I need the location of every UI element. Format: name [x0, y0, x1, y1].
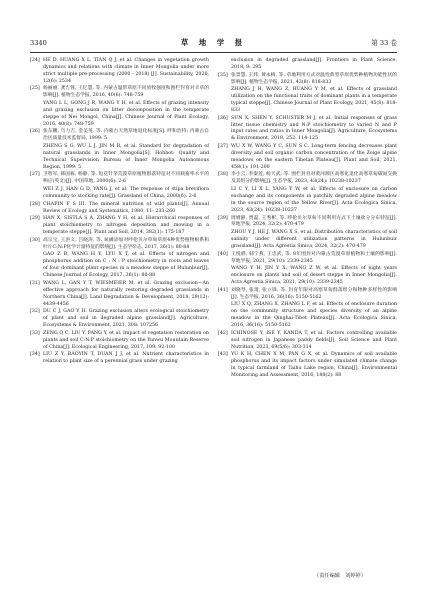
reference-text: 卫智军, 韩国栋, 杨静, 等. 短花针茅荒漠草原植物群落特征对不同载畜率水平的响应(英文)[J]. 中国草地, 2000(6): 2-6	[43, 172, 209, 185]
reference-number: [30]	[30, 237, 40, 243]
reference-number: [39]	[218, 215, 228, 221]
volume-label: 第 33 卷	[371, 39, 397, 47]
reference-entry	[30, 216, 209, 237]
reference-entry	[30, 101, 209, 129]
reference-entry	[30, 172, 209, 186]
reference-entry	[218, 352, 397, 380]
reference-number: [33]	[30, 330, 40, 336]
running-header	[30, 36, 397, 50]
reference-entry	[30, 144, 209, 172]
journal-title: 草 地 学 报	[180, 38, 247, 47]
reference-number: [35]	[218, 72, 228, 78]
reference-entry	[218, 216, 397, 230]
reference-text: DU C J, GAO Y H. Grazing exclusion alters ecological stoichiometry of plant and soil in degraded alpine grassland[J]. Agriculture, Ecosystems & Environment, 2021, 308: 107256	[43, 309, 209, 329]
reference-entry	[30, 281, 209, 309]
reference-text: ZHENG S G, WU L J, JIN M R, et al. Standard for degradation of natural grasslands in Inner Mongolia[S]. Hohhot: Quality and Technical Supervision Bureau of Inner Mongolia Autonomous Region, 1999: 5	[43, 144, 209, 170]
reference-number: [32]	[30, 309, 40, 315]
reference-text: ZHANG J H, WANG Z, HUANG Y M, et al. Effects of grassland utilization on the functional traits of dominant plants in a temperate typical steppe[J]. Chinese Journal of Plant Ecology, 2021, 45(8): 818-833	[231, 87, 397, 113]
reference-entry	[218, 144, 397, 172]
reference-text: SUN X, SHEN Y, SCHUSTER M J, et al. Initial responses of grass litter tissue chemistry and N:P stoichiometry to varied N and P input rates and ratios in Inner Mongolia[J]. Agriculture, Ecosystems & Environment, 2018, 252: 114-125	[231, 115, 397, 142]
reference-entry	[30, 352, 209, 366]
reference-text: ICHINOSE Y, ISE Y, KANDA T, et al. Factors controlling available soil nitrogen in Japanese paddy fields[J]. Soil Science and Plant Nutrition, 2023, 69(5/6): 303-314	[231, 330, 397, 350]
reference-number: [37]	[218, 144, 228, 150]
reference-entry	[30, 202, 209, 216]
reference-entry	[218, 172, 397, 186]
reference-entry	[218, 302, 397, 330]
reference-number: [43]	[218, 352, 228, 358]
reference-entry	[30, 331, 209, 352]
reference-text: GAO Z B, WANG H Y, LYU X T, et al. Effects of nitrogen and phosphorus addition on C : N : P stoichiometry in roots and leaves of four dominant plant species in a meadow steppe of Hulunbuir[J]. Chinese Journal of Ecology, 2017, 36(1): 80-88	[43, 252, 209, 279]
reference-entry	[30, 238, 209, 252]
editor-note: （责任编辑 刘婷婷）	[314, 573, 366, 579]
reference-entry	[218, 73, 397, 87]
reference-text: 刘晓琴, 张琦, 张立锋, 等. 封育年限对高寒草甸群落组分和物种多样性的影响[J]. 生态学报, 2016, 36(16): 5150-5162	[231, 287, 397, 300]
header-rule	[30, 52, 397, 53]
reference-text: YANG L L, GONG J R, WANG Y H, et al. Effects of grazing intensity and grazing exclusion on litter decomposition in the temperate steppe of Nei Mongol, China[J]. Chinese Journal of Plant Ecology, 2016, 40(8): 748-759	[43, 101, 209, 127]
reference-text: 张景慧, 王炜, 黄永梅, 等. 草地利用方式对温性典型草原优势种植物功能性状的影响[J]. 植物生态学报, 2021, 43(8): 818-833	[231, 72, 397, 85]
reference-number: [26]	[30, 129, 40, 135]
reference-number: [42]	[218, 330, 228, 336]
reference-number: [40]	[218, 251, 228, 257]
reference-text: LI C Y, LI X L, YANG Y W, et al. Effects of enclosure on carbon exchange and its components in patchily degraded alpine meadow in the source region of the Yellow River[J]. Acta Ecologica Sinica, 2023, 43(24): 10238-10237	[231, 187, 397, 213]
reference-entry	[218, 230, 397, 251]
reference-entry	[30, 58, 209, 86]
reference-text: 李小云, 李秦莲, 杨天武, 等. 围栏封育对黄河源区高寒化退化高寒草甸碳氮交换及其组分的影响[J]. 生态学报, 2023, 43(24): 10238-10237	[231, 172, 397, 185]
reference-text: 杨丽丽, 龚吉蓉, 王忆慧, 等. 内蒙古温带草原不同放牧强度和围栏封育对羊草的影响[J]. 植物生态学报, 2016, 40(6): 748-759	[43, 86, 209, 99]
reference-number: [34]	[30, 352, 40, 358]
reference-text: HE D, HUANG X L, TIAN Q J, et al. Changes in vegetation growth dynamics and relations with climate in Inner Mongolia under more strict multiple pre-processing (2000 - 2018) [J]. Sustainability, 2020, 12(6): 2534	[43, 58, 209, 84]
reference-text: ZENG Q C, LIU Y, FANG Y, et al. Impact of vegetation restoration on plants and soil C:N:P stoichiometry on the Yunwu Mountain Reserve of China[J]. Ecological Engineering, 2017, 109: 92-100	[43, 330, 209, 350]
reference-number: [31]	[30, 280, 40, 286]
reference-text: HAN X, SISTLA S A, ZHANG Y H, et al. Hierarchical responses of plant stoichiometry to nitrogen deposition and mowing in a temperate steppe[J]. Plant and Soil, 2014, 382(1): 175-187	[43, 216, 209, 236]
reference-entry	[30, 252, 209, 280]
reference-text: LIU X Q, ZHANG X, ZHANG L F, et al. Effects of enclosure duration on the community structure and species diversity of an alpine meadow in the Qinghai-Tibet Plateau[J]. Acta Ecologica Sinica, 2016, 36(16): 5150-5162	[231, 302, 397, 329]
reference-entry	[30, 187, 209, 201]
reference-number: [24]	[30, 58, 40, 63]
reference-text: WEI Z J, HAN G D, YANG J, et al. The response of stipa breviflora community to stocking rate[J]. Grassland of China, 2000(6): 2-6	[43, 187, 209, 199]
reference-text: exclusion in degraded grassland[J]. Frontiers in Plant Science, 2018, 9: 295	[231, 58, 397, 70]
reference-number: [27]	[30, 172, 40, 178]
reference-number: [36]	[218, 115, 228, 121]
reference-entry	[218, 331, 397, 352]
reference-entry	[218, 58, 397, 72]
reference-number: [25]	[30, 86, 40, 92]
reference-text: LIU Z Y, BAOYIN T, DUAN J J, et al. Nutrient characteristics in relation to plant size of a perennial grass under grazing	[43, 352, 209, 365]
reference-number: [28]	[30, 201, 40, 207]
reference-entry	[218, 187, 397, 215]
references-right-column	[218, 58, 397, 381]
reference-number: [38]	[218, 172, 228, 178]
reference-text: 高宗宝, 王洪义, 吕晓涛, 等. 氮磷添加对呼伦贝尔草甸草原4种优势植物根系和叶片C:N:P化学计量特征的影响[J]. 生态学杂志, 2017, 36(1): 80-88	[43, 237, 209, 250]
reference-text: WANG Y H, JIN Y X, WANG Z W, et al. Effects of eight years enclosure on plants and soil of desert steppe in Inner Mongolia[J]. Acta Agrestia Sinica, 2021, 29(10): 2339-2345	[231, 266, 397, 286]
reference-text: ZHOU Y J, HE J, WANG X S, et al. Distribution characteristics of soil salinity under different utilization patterns in Hulunbuir grassland[J]. Acta Agrestia Sinica, 2024, 32(2): 470-479	[231, 230, 397, 249]
reference-entry	[30, 86, 209, 100]
reference-text: 张东鹏, 乌力吉, 金美英, 等. 内蒙古天然草地退化标准[S]. 呼和浩特: 内蒙古自治区质量技术监督局, 1999: 5	[43, 129, 209, 142]
reference-entry	[218, 87, 397, 115]
reference-text: YU K H, CHEN X M, PAN G X, et al. Dynamics of soil available phosphorus and its impact factors under simulated climate change in typical farmland of Taihu Lake region, China[J]. Environmental Monitoring and Assessment, 2016, 188(2): 88	[231, 352, 397, 379]
reference-entry	[218, 288, 397, 302]
reference-entry	[30, 129, 209, 143]
reference-text: CHAPIN F S III. The mineral nutrition of wild plants[J]. Annual Review of Ecology and Systematics, 1980, 11: 233-260	[43, 201, 209, 214]
reference-text: WANG L, GAN Y T, WIESMEIER M, et al. Grazing exclusion—An effective approach for naturally restoring degraded grasslands in Northern China[J]. Land Degradation & Development, 2018, 29(12): 4439-4456	[43, 280, 209, 307]
reference-text: 周姆静, 贾磊, 王秀彬, 等. 呼伦贝尔草甸不同利用方式下土壤盐分分布特征[J]. 草地学报, 2024, 32(2): 470-479	[231, 215, 397, 228]
references-left-column	[30, 58, 209, 367]
reference-number: [41]	[218, 287, 228, 293]
reference-entry	[218, 252, 397, 266]
reference-text: 王悦骅, 韩宁燕, 王忠武, 等. 8年围封对内蒙古荒漠草原植物和土壤的影响[J]. 草地学报, 2021, 29(10): 2339-2345	[231, 251, 397, 264]
page-number: 3340	[30, 39, 47, 47]
reference-text: WU X W, WANG Y C, SUN S C. Long-term fencing decreases plant diversity and soil organic carbon concentration of the Zoige alpine meadows on the eastern Tibetan Plateau[J]. Plant and Soil, 2021, 458(1): 191-200	[231, 144, 397, 170]
reference-entry	[30, 309, 209, 330]
reference-entry	[218, 116, 397, 144]
reference-number: [29]	[30, 216, 40, 222]
reference-entry	[218, 266, 397, 287]
